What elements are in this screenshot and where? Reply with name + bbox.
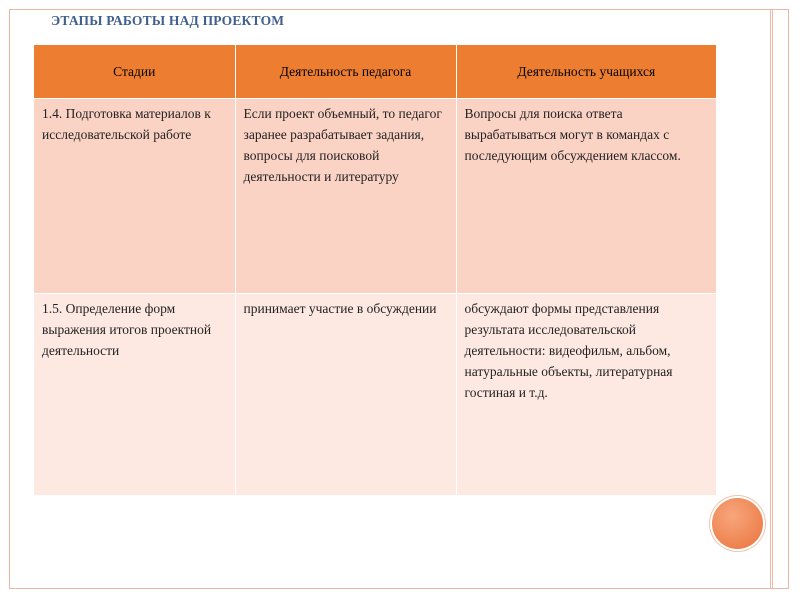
cell-stage: 1.5. Определение форм выражения итогов проектной деятельности [34, 294, 235, 496]
header-stages: Стадии [34, 45, 235, 99]
table-row [34, 294, 716, 496]
decorative-circle [712, 498, 763, 549]
cell-teacher: принимает участие в обсуждении [235, 294, 456, 496]
header-student-activity: Деятельность учащихся [456, 45, 716, 99]
frame-side-line [772, 10, 773, 588]
cell-students: обсуждают формы представления результата исследовательской деятельности: видеофильм, альбом, натуральные объекты, литературная гостиная и т.д. [456, 294, 716, 496]
cell-teacher: Если проект объемный, то педагог заранее разрабатывает задания, вопросы для поисковой деятельности и литературу [235, 99, 456, 294]
cell-students: Вопросы для поиска ответа вырабатываться могут в командах с последующим обсуждением классом. [456, 99, 716, 294]
table-row [34, 99, 716, 294]
frame-side-line [770, 10, 771, 588]
cell-stage: 1.4. Подготовка материалов к исследовательской работе [34, 99, 235, 294]
slide-title: ЭТАПЫ РАБОТЫ НАД ПРОЕКТОМ [51, 13, 285, 28]
project-stages-table [34, 45, 716, 495]
header-teacher-activity: Деятельность педагога [235, 45, 456, 99]
table-header-row [34, 45, 716, 99]
